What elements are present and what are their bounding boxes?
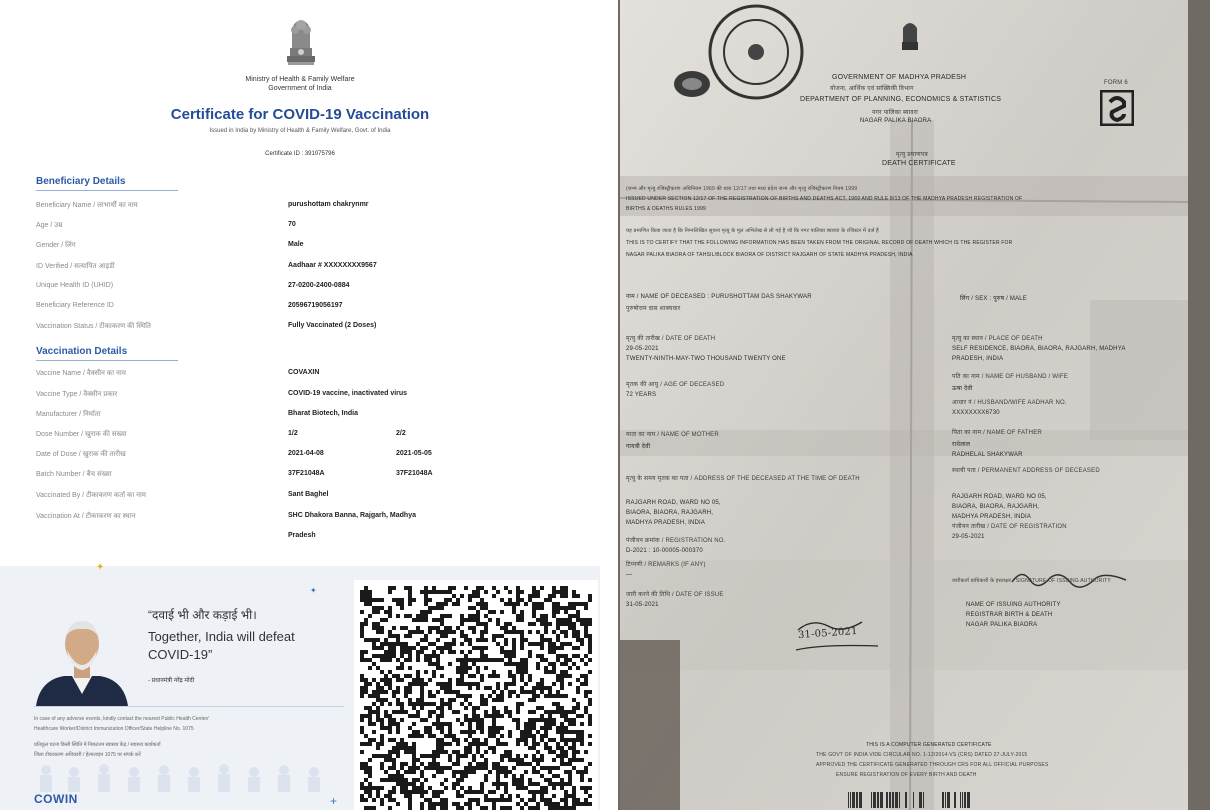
table-row — [36, 450, 576, 464]
plus-icon: + — [330, 794, 338, 808]
mother-name-label: माता का नाम / NAME OF MOTHER — [626, 432, 719, 438]
row-value: 37F21048A — [288, 470, 325, 477]
permanent-address-line: BIAORA, BIAORA, RAJGARH, — [952, 504, 1040, 510]
certificate-title: Certificate for COVID-19 Vaccination — [170, 106, 430, 123]
address-label: मृत्यु के समय मृतक का पता / ADDRESS OF THE DECEASED AT THE TIME OF DEATH — [626, 476, 860, 482]
date-of-death-label: मृत्यु की तारीख / DATE OF DEATH — [626, 336, 716, 342]
remarks-value: — — [626, 572, 633, 578]
place-of-death-value: SELF RESIDENCE, BIAORA, BIAORA, RAJGARH, MADHYA — [952, 346, 1126, 352]
date-of-death-words: TWENTY-NINTH-MAY-TWO THOUSAND TWENTY ONE — [626, 356, 786, 362]
row-value: Bharat Biotech, India — [288, 410, 359, 417]
address-line: BIAORA, BIAORA, RAJGARH, — [626, 510, 714, 516]
row-value: 27-0200-2400-0884 — [288, 282, 350, 289]
address-line: RAJGARH ROAD, WARD NO 05, — [626, 500, 721, 506]
government-line: GOVERNMENT OF MADHYA PRADESH — [832, 74, 967, 81]
section-divider — [36, 360, 178, 361]
sex-label: लिंग / SEX : पुरुष / MALE — [960, 296, 1028, 302]
beneficiary-details-heading: Beneficiary Details — [36, 176, 126, 187]
age-value: 72 YEARS — [626, 392, 657, 398]
table-row — [36, 302, 576, 316]
row-label: Manufacturer / निर्माता — [36, 411, 101, 418]
certify-line: NAGAR PALIKA BIAORA OF TAHSIL/BLOCK BIAORA OF DISTRICT RAJGARH OF STATE MADHYA PRADESH, INDIA — [626, 252, 913, 258]
portrait-image — [34, 610, 130, 706]
issuing-authority-line: REGISTRAR BIRTH & DEATH — [966, 612, 1053, 618]
handwritten-mark — [792, 614, 882, 658]
deceased-name-label: नाम / NAME OF DECEASED : PURUSHOTTAM DAS SHAKYWAR — [626, 294, 812, 300]
mother-name-value: गायत्री देवी — [626, 444, 651, 450]
row-value: SHC Dhakora Banna, Rajgarh, Madhya — [288, 512, 416, 519]
date-of-death-value: 29-05-2021 — [626, 346, 659, 352]
row-value: purushottam chakrynmr — [288, 201, 369, 208]
date-of-issue-value: 31-05-2021 — [626, 602, 659, 608]
certificate-title: DEATH CERTIFICATE — [882, 160, 956, 167]
footer-line: THIS IS A COMPUTER GENERATED CERTIFICATE — [866, 742, 992, 748]
father-name-label: पिता का नाम / NAME OF FATHER — [952, 430, 1042, 436]
aadhaar-label: आधार नं / HUSBAND/WIFE AADHAR NO. — [952, 400, 1067, 406]
vaccination-certificate — [0, 0, 600, 810]
row-label: Dose Number / खुराक की संख्या — [36, 431, 127, 438]
row-value: 1/2 — [288, 430, 298, 437]
row-value-second-dose: 37F21048A — [396, 470, 433, 477]
age-label: मृतक की आयु / AGE OF DECEASED — [626, 382, 725, 388]
quote-attribution: - प्रधानमंत्री नरेंद्र मोदी — [148, 678, 195, 684]
barcode-image — [844, 792, 974, 808]
intro-line: ISSUED UNDER SECTION 12/17 OF THE REGISTRATION OF BIRTHS AND DEATHS ACT, 1969 AND RULE 8/13 OF THE MADHYA PRADESH REGISTRATION OF — [626, 196, 1023, 202]
row-label: Vaccinated By / टीकाकरण कर्ता का नाम — [36, 492, 146, 499]
certify-line: THIS IS TO CERTIFY THAT THE FOLLOWING INFORMATION HAS BEEN TAKEN FROM THE ORIGINAL RECORD OF DEATH WHICH IS THE REGISTER FOR — [626, 240, 1013, 246]
table-row — [36, 369, 576, 383]
government-name: Government of India — [268, 85, 332, 92]
info-line: प्रतिकूल घटना किसी स्थिति में निकटतम स्वास्थ्य केंद्र / स्वास्थ्य कार्यकर्ता — [34, 742, 161, 748]
department-hindi: योजना, आर्थिक एवं सांख्यिकी विभाग — [830, 86, 914, 92]
sparkle-icon: ✦ — [96, 562, 105, 573]
issuing-authority-line: NAME OF ISSUING AUTHORITY — [966, 602, 1061, 608]
paper-sheet — [620, 0, 1188, 810]
qr-code-panel — [354, 580, 598, 810]
campaign-banner — [0, 562, 600, 810]
row-label: ID Verified / सत्यापित आइडी — [36, 263, 115, 270]
intro-line: BIRTHS & DEATHS RULES 1999 — [626, 206, 707, 212]
cowin-logo: COWIN — [34, 792, 78, 806]
qr-code-icon — [360, 586, 592, 810]
row-label: Date of Dose / खुराक की तारीख — [36, 451, 126, 458]
table-row — [36, 322, 576, 336]
date-of-issue-label: जारी करने की तिथि / DATE OF ISSUE — [626, 592, 724, 598]
row-label: Gender / लिंग — [36, 242, 76, 249]
divider — [34, 706, 344, 707]
row-value: 20596719056197 — [288, 302, 343, 309]
table-row — [36, 430, 576, 444]
table-row — [36, 512, 576, 526]
place-of-death-value: PRADESH, INDIA — [952, 356, 1004, 362]
table-row — [36, 390, 576, 404]
quote-hindi: “दवाई भी और कड़ाई भी। — [148, 608, 257, 622]
row-value: Aadhaar # XXXXXXXX9567 — [288, 262, 377, 269]
footer-line: APPROVED THE CERTIFICATE GENERATED THROUGH CRS FOR ALL OFFICIAL PURPOSES — [816, 762, 1049, 768]
death-certificate-scan — [618, 0, 1210, 810]
permanent-address-line: MADHYA PRADESH, INDIA — [952, 514, 1032, 520]
row-label: Vaccine Type / वैक्सीन प्रकार — [36, 391, 118, 398]
handwritten-date: 31-05-2021 — [797, 625, 858, 642]
issuing-authority-line: NAGAR PALIKA BIAORA — [966, 622, 1038, 628]
row-label: Vaccine Name / वैक्सीन का नाम — [36, 370, 126, 377]
issued-by: Issued in India by Ministry of Health & Family Welfare, Govt. of India — [209, 128, 391, 134]
row-value: 70 — [288, 221, 296, 228]
department-line: DEPARTMENT OF PLANNING, ECONOMICS & STATISTICS — [800, 96, 1002, 103]
husband-wife-value: ऊषा देवी — [952, 386, 973, 392]
row-label: Beneficiary Name / लाभार्थी का नाम — [36, 202, 138, 209]
intro-line: (जन्म और मृत्यु रजिस्ट्रीकरण अधिनियम 1969 की धारा 12/17 तथा मध्य प्रदेश जन्म और मृत्यु रजिस्ट्रीकरण नियम 1999 — [626, 186, 858, 192]
table-row — [36, 221, 576, 235]
sparkle-icon: ✦ — [310, 586, 317, 595]
section-divider — [36, 190, 178, 191]
row-value: COVID-19 vaccine, inactivated virus — [288, 390, 408, 397]
husband-wife-label: पति का नाम / NAME OF HUSBAND / WIFE — [952, 374, 1069, 380]
father-name-value: RADHELAL SHAKYWAR — [952, 452, 1023, 458]
info-line: जिला टीकाकरण अधिकारी / हेल्पलाइन 1075 पर संपर्क करें — [34, 752, 141, 758]
round-seal-stamp — [706, 2, 806, 102]
row-value-second-dose: 2021-05-05 — [396, 450, 432, 457]
office-hindi: नगर पालिका ब्यावरा — [872, 110, 919, 116]
row-label: Unique Health ID (UHID) — [36, 282, 114, 289]
state-emblem-icon — [896, 16, 924, 52]
small-stamp-mark — [672, 68, 712, 100]
father-name-hindi: राधेलाल — [952, 442, 971, 448]
row-label: Beneficiary Reference ID — [36, 302, 114, 309]
table-row — [36, 262, 576, 276]
place-of-death-label: मृत्यु का स्थान / PLACE OF DEATH — [952, 336, 1043, 342]
registration-date-value: 29-05-2021 — [952, 534, 985, 540]
row-label: Vaccination Status / टीकाकरण की स्थिति — [36, 323, 151, 330]
certificate-id: Certificate ID : 391075796 — [265, 151, 335, 157]
table-row — [36, 532, 576, 546]
footer-line: THE GOVT OF INDIA VIDE CIRCULAR NO. 1-12/2014-VS (CRS) DATED 27-JULY-2015 — [816, 752, 1028, 758]
vaccination-details-heading: Vaccination Details — [36, 346, 128, 357]
table-row — [36, 282, 576, 296]
national-emblem-icon — [282, 12, 320, 68]
row-value-second-dose: 2/2 — [396, 430, 406, 437]
issuing-authority-label: जारीकर्ता प्राधिकारी के हस्ताक्षर / SIGNATURE OF ISSUING AUTHORITY — [952, 578, 1111, 584]
table-row — [36, 491, 576, 505]
registration-date-label: पंजीयन तारीख / DATE OF REGISTRATION — [952, 524, 1067, 530]
row-value: 2021-04-08 — [288, 450, 324, 457]
form-label: FORM 6 — [1104, 80, 1128, 86]
row-value: COVAXIN — [288, 369, 320, 376]
row-value: Male — [288, 241, 304, 248]
footer-line: ENSURE REGISTRATION OF EVERY BIRTH AND DEATH — [836, 772, 977, 778]
certificate-title-hindi: मृत्यु प्रमाणपत्र — [896, 152, 928, 158]
row-label: Age / उम्र — [36, 222, 63, 229]
deceased-name-hindi: पुरुषोत्तम दास शाक्यवार — [626, 306, 681, 312]
crowd-silhouette-image — [34, 762, 334, 792]
row-value-continued: Pradesh — [288, 532, 316, 539]
row-value: Sant Baghel — [288, 491, 329, 498]
certify-line: यह प्रमाणित किया जाता है कि निम्नलिखित सूचना मृत्यु के मूल अभिलेख से ली गई है जो कि नगर पालिका ब्यावरा के रजिस्टर में दर्ज है — [626, 228, 879, 234]
registration-no-label: पंजीयन क्रमांक / REGISTRATION NO. — [626, 538, 726, 544]
permanent-address-label: स्थायी पता / PERMANENT ADDRESS OF DECEASED — [952, 468, 1100, 474]
table-row — [36, 201, 576, 215]
table-row — [36, 241, 576, 255]
office-line: NAGAR PALIKA BIAORA — [860, 118, 932, 124]
row-value: Fully Vaccinated (2 Doses) — [288, 322, 377, 329]
remarks-label: टिप्पणी / REMARKS (IF ANY) — [626, 562, 706, 568]
permanent-address-line: RAJGARH ROAD, WARD NO 05, — [952, 494, 1047, 500]
registration-no-value: D-2021 : 10-00005-000370 — [626, 548, 703, 554]
aadhaar-value: XXXXXXXX6730 — [952, 410, 1000, 416]
table-row — [36, 410, 576, 424]
info-line: In case of any adverse events, kindly contact the nearest Public Health Center/ — [34, 716, 209, 722]
row-label: Vaccination At / टीकाकरण का स्थान — [36, 513, 136, 520]
address-line: MADHYA PRADESH, INDIA — [626, 520, 706, 526]
info-line: Healthcare Worker/District Immunization Officer/State Helpline No. 1075 — [34, 726, 194, 732]
quote-english: Together, India will defeat COVID-19” — [148, 629, 295, 662]
ministry-name: Ministry of Health & Family Welfare — [245, 76, 355, 83]
row-label: Batch Number / बैच संख्या — [36, 471, 112, 478]
table-row — [36, 470, 576, 484]
logo-mark-icon — [1100, 90, 1134, 126]
